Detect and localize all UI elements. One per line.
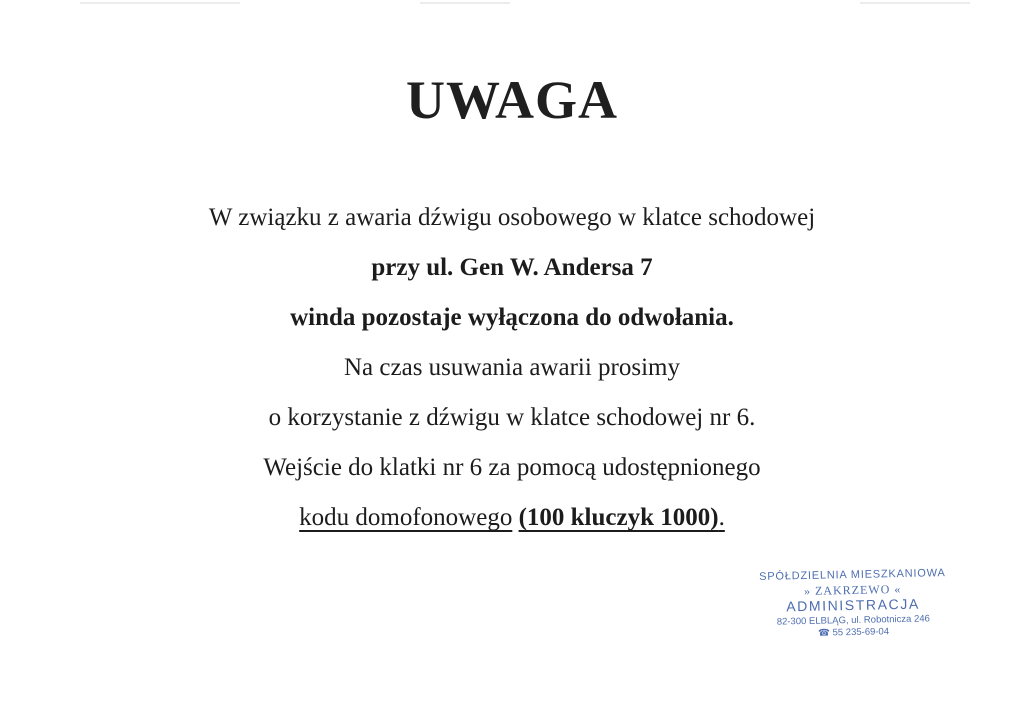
scan-edge-mark xyxy=(860,2,970,4)
stamp-line-phone: ☎ 55 235-69-04 xyxy=(817,626,890,639)
notice-line-5: o korzystanie z dźwigu w klatce schodowej nr 6. xyxy=(268,404,756,431)
notice-line-7 xyxy=(0,493,1024,543)
notice-line-3-elevator-off: winda pozostaje wyłączona do odwołania. xyxy=(290,304,734,331)
notice-line-4: Na czas usuwania awarii prosimy xyxy=(344,354,680,381)
stamp-line-cooperative: SPÓŁDZIELNIA MIESZKANIOWA xyxy=(759,567,946,583)
cooperative-stamp xyxy=(747,566,959,644)
scan-edge-mark xyxy=(420,2,510,4)
stamp-line-administration: ADMINISTRACJA xyxy=(786,595,920,615)
intercom-code-label: kodu domofonowego xyxy=(299,504,513,531)
notice-line-6: Wejście do klatki nr 6 za pomocą udostępnionego xyxy=(263,454,761,481)
intercom-code-value: (100 kluczyk 1000) xyxy=(518,504,719,531)
stamp-line-name: » ZAKRZEWO « xyxy=(803,581,902,599)
stamp-line-address: 82-300 ELBLĄG, ul. Robotnicza 246 xyxy=(776,613,931,628)
notice-body xyxy=(0,193,1024,543)
notice-title: UWAGA xyxy=(405,70,618,130)
notice-line-1: W związku z awaria dźwigu osobowego w klatce schodowej xyxy=(208,204,816,231)
scan-edge-mark xyxy=(80,2,240,4)
intercom-code-period: . xyxy=(718,504,725,531)
notice-line-2-address: przy ul. Gen W. Andersa 7 xyxy=(371,254,653,281)
